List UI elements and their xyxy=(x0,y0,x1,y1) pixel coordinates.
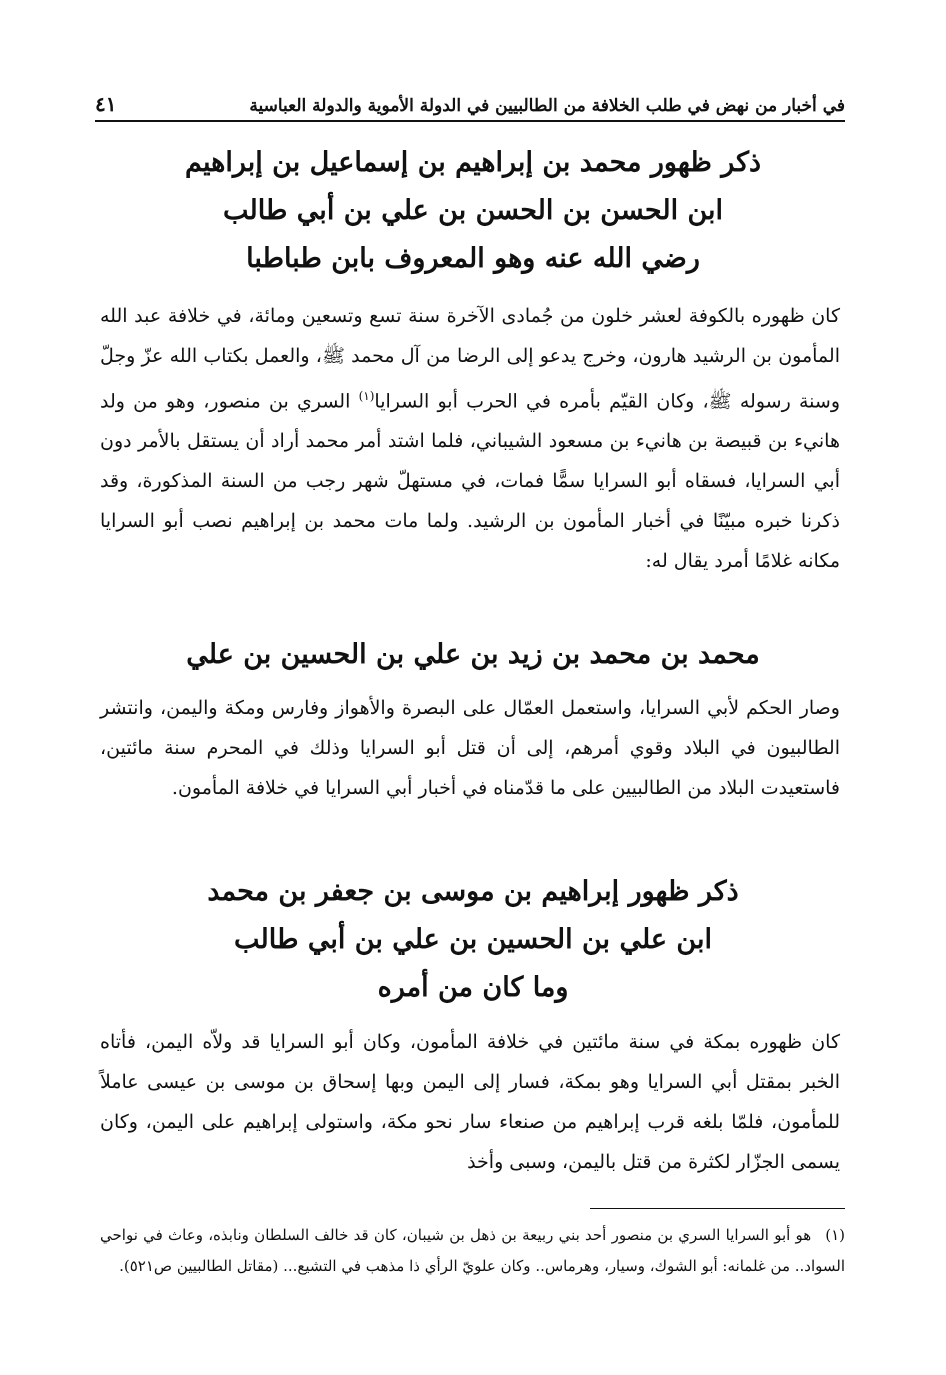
page-header xyxy=(95,84,845,122)
heading-line: رضي الله عنه وهو المعروف بابن طباطبا xyxy=(246,243,700,274)
heading-line: ذكر ظهور محمد بن إبراهيم بن إسماعيل بن إبراهيم xyxy=(185,147,761,178)
section-heading-ibn-tabataba xyxy=(100,139,846,283)
paragraph-ibn-tabataba xyxy=(100,296,840,581)
running-title: في أخبار من نهض في طلب الخلافة من الطالبيين في الدولة الأموية والدولة العباسية xyxy=(249,96,845,116)
footnote-reference: (١) xyxy=(358,389,375,403)
paragraph-text: كان ظهوره بالكوفة لعشر خلون من جُمادى الآخرة سنة تسع وتسعين ومائة، في خلافة عبد الله المأمون بن الرشيد هارون، وخرج يدعو إلى الرضا من آل محمد ﷺ، والعمل بكتاب الله عزّ وجلّ وسنة رسوله ﷺ، وكان القيّم بأمره في الحرب أبو السرايا xyxy=(100,305,840,413)
section-heading-muhammad-bin-muhammad xyxy=(100,631,846,679)
footnote-number: (١) xyxy=(825,1226,845,1244)
heading-line: محمد بن محمد بن زيد بن علي بن الحسين بن علي xyxy=(186,639,760,670)
heading-line: ابن علي بن الحسين بن علي بن أبي طالب xyxy=(234,924,712,955)
paragraph-muhammad-bin-muhammad: وصار الحكم لأبي السرايا، واستعمل العمّال على البصرة والأهواز وفارس ومكة واليمن، وانتشر الطالبيون في البلاد وقوي أمرهم، إلى أن قتل أبو السرايا وذلك في المحرم سنة مائتين، فاستعيدت البلاد من الطالبيين على ما قدّمناه في أخبار أبي السرايا في خلافة المأمون. xyxy=(100,697,840,799)
paragraph-text: السري بن منصور، وهو من ولد هانيء بن قبيصة بن هانيء بن مسعود الشيباني، فلما اشتد أمر محمد أراد أن يستقل بالأمر دون أبي السرايا، فسقاه أبو السرايا سمًّا فمات، في مستهلّ شهر رجب من السنة المذكورة، وقد ذكرنا خبره مبيّنًا في أخبار المأمون بن الرشيد. ولما مات محمد بن إبراهيم نصب أبو السرايا مكانه غلامًا أمرد يقال له: xyxy=(100,390,840,573)
section-heading-ibrahim-bin-musa xyxy=(100,868,846,1012)
paragraph-ibrahim-bin-musa: كان ظهوره بمكة في سنة مائتين في خلافة المأمون، وكان أبو السرايا قد ولاّه اليمن، فأتاه الخبر بمقتل أبي السرايا وهو بمكة، فسار إلى اليمن وبها إسحاق بن موسى بن عيسى عاملاً للمأمون، فلمّا بلغه قرب إبراهيم من صنعاء سار نحو مكة، واستولى إبراهيم على اليمن، وكان يسمى الجزّار لكثرة من قتل باليمن، وسبى وأخذ xyxy=(100,1031,840,1173)
heading-line: ابن الحسن بن الحسن بن علي بن أبي طالب xyxy=(222,195,724,226)
footnote-text: هو أبو السرايا السري بن منصور أحد بني ربيعة بن ذهل بن شيبان، كان قد خالف السلطان ونابذه، وعاث في نواحي السواد.. من غلمانه: أبو الشوك، وسيار، وهرماس.. وكان علويّ الرأي ذا مذهب في التشيع... (مقاتل الطالبيين ص٥٢١). xyxy=(100,1226,845,1275)
footnote xyxy=(100,1220,845,1282)
heading-line: وما كان من أمره xyxy=(377,972,569,1003)
heading-line: ذكر ظهور إبراهيم بن موسى بن جعفر بن محمد xyxy=(207,876,739,907)
page-number: ٤١ xyxy=(95,92,117,116)
footnote-separator xyxy=(590,1208,845,1209)
